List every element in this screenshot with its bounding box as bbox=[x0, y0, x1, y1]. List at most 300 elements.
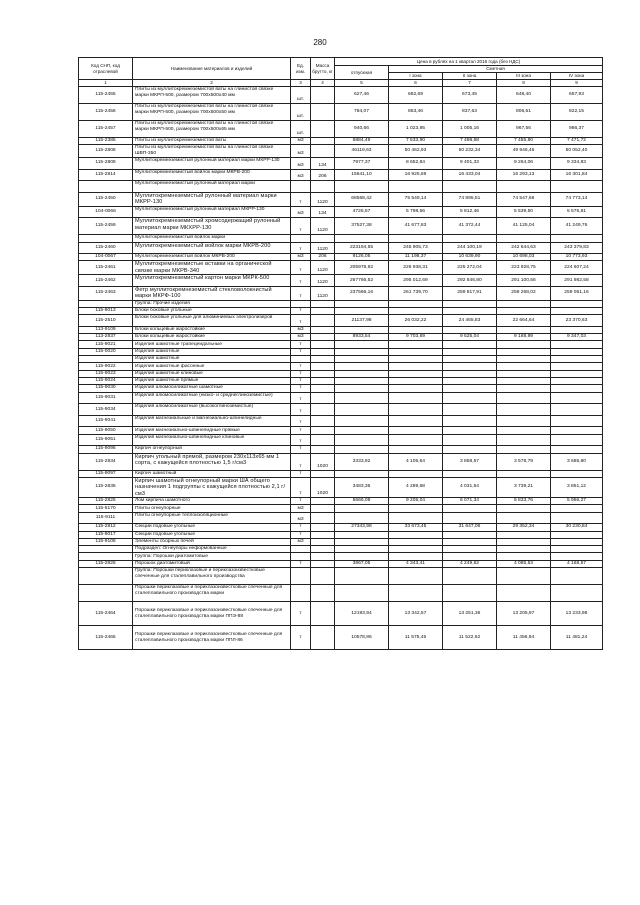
row-code: 115-9024 bbox=[79, 377, 133, 384]
row-code: 115-2814 bbox=[79, 169, 133, 181]
row-price-zone-3 bbox=[497, 553, 551, 560]
row-price-zone-4: 16 301,84 bbox=[551, 169, 603, 181]
row-code: 115-9041 bbox=[79, 415, 133, 427]
row-code: 115-9097 bbox=[79, 470, 133, 477]
row-code: 115-9031 bbox=[79, 392, 133, 404]
row-unit: м3 bbox=[291, 158, 311, 170]
row-mass: 1120 bbox=[311, 242, 335, 254]
row-price-zone-1 bbox=[389, 505, 443, 512]
row-mass bbox=[311, 300, 335, 307]
row-unit: т bbox=[291, 218, 311, 235]
row-price-zone-4: 986,37 bbox=[551, 121, 603, 138]
row-release-price bbox=[335, 348, 389, 355]
row-mass bbox=[311, 404, 335, 416]
row-code: 115-2510 bbox=[79, 315, 133, 327]
row-price-zone-2: 5 812,46 bbox=[443, 206, 497, 218]
row-price-zone-3 bbox=[497, 531, 551, 538]
row-release-price: 3333,92 bbox=[335, 453, 389, 470]
row-price-zone-4: 74 773,14 bbox=[551, 192, 603, 206]
row-price-zone-4: 7 471,72 bbox=[551, 138, 603, 145]
table-row bbox=[79, 585, 603, 602]
row-name: Муллитокремнеземистый войлок марки МКРВ-200 bbox=[133, 242, 291, 254]
row-unit: т bbox=[291, 348, 311, 355]
row-price-zone-4 bbox=[551, 308, 603, 315]
header-code: Код СНП, код отраслевой bbox=[79, 58, 133, 80]
row-price-zone-3 bbox=[497, 181, 551, 193]
row-price-zone-2: 24 465,83 bbox=[443, 315, 497, 327]
row-price-zone-4: 9 334,83 bbox=[551, 158, 603, 170]
row-code: 115-9022 bbox=[79, 363, 133, 370]
header-release-price: отпускная bbox=[335, 66, 389, 80]
row-mass bbox=[311, 434, 335, 446]
row-price-zone-4 bbox=[551, 415, 603, 427]
row-price-zone-4 bbox=[551, 531, 603, 538]
header-estimated-price: Сметная bbox=[389, 66, 603, 73]
row-price-zone-1 bbox=[389, 181, 443, 193]
row-price-zone-2 bbox=[443, 512, 497, 524]
table-row bbox=[79, 553, 603, 560]
row-mass bbox=[311, 385, 335, 392]
row-price-zone-3 bbox=[497, 370, 551, 377]
row-price-zone-4 bbox=[551, 300, 603, 307]
row-name: Муллитокремнеземистый рулонный материал МКРР-130 bbox=[133, 206, 291, 218]
row-name: Фетр муллитокремнеземистый стекловолокнистый марки МКРФ-100 bbox=[133, 286, 291, 300]
row-price-zone-3: 49 946,46 bbox=[497, 145, 551, 158]
row-price-zone-4 bbox=[551, 341, 603, 348]
row-price-zone-3: 806,51 bbox=[497, 104, 551, 121]
row-price-zone-2 bbox=[443, 546, 497, 553]
row-mass: 1120 bbox=[311, 286, 335, 300]
table-row bbox=[79, 158, 603, 170]
row-unit: т bbox=[291, 392, 311, 404]
row-price-zone-1 bbox=[389, 235, 443, 242]
row-code: 115-2835 bbox=[79, 477, 133, 497]
row-release-price: 37527,38 bbox=[335, 218, 389, 235]
row-price-zone-3: 41 125,04 bbox=[497, 218, 551, 235]
row-price-zone-3: 242 644,63 bbox=[497, 242, 551, 254]
row-code: 115-2462 bbox=[79, 275, 133, 287]
row-mass: 1120 bbox=[311, 275, 335, 287]
row-price-zone-4 bbox=[551, 392, 603, 404]
row-price-zone-3 bbox=[497, 546, 551, 553]
row-price-zone-4 bbox=[551, 568, 603, 585]
row-price-zone-3: 16 293,13 bbox=[497, 169, 551, 181]
row-price-zone-3: 10 698,03 bbox=[497, 254, 551, 261]
row-release-price bbox=[335, 434, 389, 446]
row-release-price bbox=[335, 326, 389, 333]
table-row bbox=[79, 538, 603, 545]
row-unit: т bbox=[291, 427, 311, 434]
row-code: 115-2459 bbox=[79, 218, 133, 235]
row-mass bbox=[311, 392, 335, 404]
row-price-zone-2: 13 251,36 bbox=[443, 602, 497, 626]
row-price-zone-2: 3 858,57 bbox=[443, 453, 497, 470]
row-unit: т bbox=[291, 275, 311, 287]
row-code: 115-2465 bbox=[79, 626, 133, 650]
row-price-zone-1: 16 925,69 bbox=[389, 169, 443, 181]
row-price-zone-1 bbox=[389, 546, 443, 553]
row-release-price bbox=[335, 531, 389, 538]
row-price-zone-1 bbox=[389, 553, 443, 560]
row-price-zone-3 bbox=[497, 415, 551, 427]
table-row bbox=[79, 286, 603, 300]
row-price-zone-3 bbox=[497, 377, 551, 384]
row-price-zone-2 bbox=[443, 404, 497, 416]
row-code: 115-2825 bbox=[79, 498, 133, 505]
header-price-group: Цена в рублях на 1 квартал 2016 года (без НДС) bbox=[335, 58, 603, 66]
row-price-zone-3 bbox=[497, 568, 551, 585]
row-price-zone-3: 22 664,64 bbox=[497, 315, 551, 327]
row-mass bbox=[311, 104, 335, 121]
row-price-zone-2: 11 522,62 bbox=[443, 626, 497, 650]
row-name: Кирпич шамотный bbox=[133, 470, 291, 477]
row-price-zone-2 bbox=[443, 470, 497, 477]
row-code: 115-9096 bbox=[79, 446, 133, 453]
row-price-zone-1: 33 673,45 bbox=[389, 524, 443, 531]
row-code bbox=[79, 356, 133, 363]
row-release-price bbox=[335, 356, 389, 363]
row-unit: т bbox=[291, 524, 311, 531]
row-release-price bbox=[335, 181, 389, 193]
row-price-zone-2: 6 071,34 bbox=[443, 498, 497, 505]
row-release-price bbox=[335, 363, 389, 370]
row-price-zone-3: 223 928,75 bbox=[497, 261, 551, 275]
row-price-zone-3 bbox=[497, 341, 551, 348]
row-unit: м3 bbox=[291, 505, 311, 512]
row-code bbox=[79, 235, 133, 242]
row-price-zone-3 bbox=[497, 363, 551, 370]
row-price-zone-4: 822,15 bbox=[551, 104, 603, 121]
row-mass bbox=[311, 121, 335, 138]
table-row bbox=[79, 348, 603, 355]
row-mass bbox=[311, 370, 335, 377]
row-mass bbox=[311, 531, 335, 538]
row-code: 115-9021 bbox=[79, 341, 133, 348]
row-code: 115-9034 bbox=[79, 404, 133, 416]
row-price-zone-4: 50 052,40 bbox=[551, 145, 603, 158]
row-price-zone-4 bbox=[551, 363, 603, 370]
row-price-zone-1: 75 549,14 bbox=[389, 192, 443, 206]
table-row bbox=[79, 531, 603, 538]
row-unit bbox=[291, 553, 311, 560]
row-price-zone-2 bbox=[443, 308, 497, 315]
row-price-zone-2 bbox=[443, 553, 497, 560]
row-mass bbox=[311, 568, 335, 585]
row-price-zone-3 bbox=[497, 470, 551, 477]
row-release-price bbox=[335, 377, 389, 384]
row-code bbox=[79, 568, 133, 585]
table-row bbox=[79, 206, 603, 218]
row-price-zone-2: 74 895,51 bbox=[443, 192, 497, 206]
row-price-zone-4: 30 230,84 bbox=[551, 524, 603, 531]
row-price-zone-2 bbox=[443, 415, 497, 427]
row-mass bbox=[311, 553, 335, 560]
row-price-zone-2 bbox=[443, 585, 497, 602]
table-row bbox=[79, 315, 603, 327]
col-number: 5 bbox=[335, 80, 389, 87]
row-code: 115-2385 bbox=[79, 138, 133, 145]
col-number: 9 bbox=[551, 80, 603, 87]
table-row bbox=[79, 169, 603, 181]
row-price-zone-3 bbox=[497, 434, 551, 446]
row-price-zone-2: 673,45 bbox=[443, 87, 497, 104]
row-price-zone-4 bbox=[551, 512, 603, 524]
row-price-zone-3 bbox=[497, 392, 551, 404]
row-price-zone-1: 7 533,90 bbox=[389, 138, 443, 145]
row-code: 115-2826 bbox=[79, 560, 133, 567]
row-price-zone-1: 295 012,69 bbox=[389, 275, 443, 287]
table-row bbox=[79, 334, 603, 341]
row-unit: м3 bbox=[291, 138, 311, 145]
row-price-zone-1 bbox=[389, 370, 443, 377]
row-name: Изделия шамотные bbox=[133, 348, 291, 355]
row-unit: т bbox=[291, 242, 311, 254]
row-price-zone-3: 11 456,94 bbox=[497, 626, 551, 650]
row-mass bbox=[311, 560, 335, 567]
col-number: 2 bbox=[133, 80, 291, 87]
table-row bbox=[79, 568, 603, 585]
row-mass bbox=[311, 524, 335, 531]
row-price-zone-4: 5 576,81 bbox=[551, 206, 603, 218]
row-unit: т bbox=[291, 477, 311, 497]
row-mass bbox=[311, 334, 335, 341]
row-code: 115-9013 bbox=[79, 308, 133, 315]
row-code: 115-2457 bbox=[79, 121, 133, 138]
row-release-price bbox=[335, 505, 389, 512]
table-row bbox=[79, 145, 603, 158]
row-mass: 1020 bbox=[311, 477, 335, 497]
table-row bbox=[79, 138, 603, 145]
row-release-price bbox=[335, 446, 389, 453]
row-mass bbox=[311, 585, 335, 602]
row-mass: 1120 bbox=[311, 192, 335, 206]
row-price-zone-1 bbox=[389, 308, 443, 315]
row-price-zone-3 bbox=[497, 348, 551, 355]
row-name: Изделия шамотные трапецеидальные bbox=[133, 341, 291, 348]
row-price-zone-4: 9 347,03 bbox=[551, 334, 603, 341]
row-unit: шт. bbox=[291, 104, 311, 121]
row-name: Подраздел: Огнеупоры неформованные bbox=[133, 546, 291, 553]
row-price-zone-2 bbox=[443, 377, 497, 384]
row-mass bbox=[311, 602, 335, 626]
table-row bbox=[79, 326, 603, 333]
row-unit: т bbox=[291, 446, 311, 453]
row-code bbox=[79, 585, 133, 602]
table-row bbox=[79, 242, 603, 254]
table-row bbox=[79, 104, 603, 121]
row-price-zone-2: 225 272,04 bbox=[443, 261, 497, 275]
row-price-zone-4 bbox=[551, 385, 603, 392]
row-price-zone-1: 226 938,31 bbox=[389, 261, 443, 275]
table-row bbox=[79, 370, 603, 377]
row-price-zone-4 bbox=[551, 356, 603, 363]
row-price-zone-2: 9 401,33 bbox=[443, 158, 497, 170]
row-price-zone-3: 74 547,66 bbox=[497, 192, 551, 206]
table-row bbox=[79, 404, 603, 416]
row-name: Изделия алюмосиликатные шамотные bbox=[133, 385, 291, 392]
row-mass: 134 bbox=[311, 206, 335, 218]
row-release-price bbox=[335, 427, 389, 434]
row-price-zone-1: 245 905,73 bbox=[389, 242, 443, 254]
row-price-zone-3 bbox=[497, 356, 551, 363]
row-release-price: 627,46 bbox=[335, 87, 389, 104]
row-price-zone-2 bbox=[443, 434, 497, 446]
row-price-zone-1 bbox=[389, 363, 443, 370]
row-price-zone-2: 9 525,04 bbox=[443, 334, 497, 341]
row-unit: м3 bbox=[291, 254, 311, 261]
table-row bbox=[79, 261, 603, 275]
row-price-zone-2: 31 647,06 bbox=[443, 524, 497, 531]
row-name: Изделия шамотные фасонные bbox=[133, 363, 291, 370]
row-mass bbox=[311, 326, 335, 333]
row-price-zone-1: 4 105,64 bbox=[389, 453, 443, 470]
row-release-price bbox=[335, 385, 389, 392]
row-code: 115-2450 bbox=[79, 192, 133, 206]
row-mass: 1020 bbox=[311, 453, 335, 470]
row-unit: т bbox=[291, 470, 311, 477]
table-row bbox=[79, 218, 603, 235]
table-row bbox=[79, 254, 603, 261]
row-price-zone-3 bbox=[497, 427, 551, 434]
row-price-zone-4 bbox=[551, 585, 603, 602]
row-price-zone-2 bbox=[443, 356, 497, 363]
table-row bbox=[79, 341, 603, 348]
row-unit: т bbox=[291, 415, 311, 427]
row-release-price bbox=[335, 470, 389, 477]
table-row bbox=[79, 505, 603, 512]
row-price-zone-3 bbox=[497, 385, 551, 392]
row-unit: т bbox=[291, 385, 311, 392]
row-release-price: 12193,94 bbox=[335, 602, 389, 626]
row-release-price: 21137,98 bbox=[335, 315, 389, 327]
row-release-price: 4726,57 bbox=[335, 206, 389, 218]
row-price-zone-4: 11 481,24 bbox=[551, 626, 603, 650]
row-code: 113-9109 bbox=[79, 326, 133, 333]
row-price-zone-2: 1 005,16 bbox=[443, 121, 497, 138]
row-price-zone-4: 224 607,24 bbox=[551, 261, 603, 275]
row-release-price bbox=[335, 404, 389, 416]
row-name: Муллитокремнеземистые вставки на органической связке марки МКРВ-340 bbox=[133, 261, 291, 275]
row-name: Изделия шамотные клиновые bbox=[133, 370, 291, 377]
row-unit: шт. bbox=[291, 121, 311, 138]
row-name: Плиты огнеупорные теплоизоляционные bbox=[133, 512, 291, 524]
row-name: Элементы сборных печей bbox=[133, 538, 291, 545]
row-price-zone-1 bbox=[389, 341, 443, 348]
row-release-price: 9126,05 bbox=[335, 254, 389, 261]
row-price-zone-3 bbox=[497, 505, 551, 512]
row-price-zone-2: 4 031,54 bbox=[443, 477, 497, 497]
row-release-price bbox=[335, 568, 389, 585]
row-price-zone-4 bbox=[551, 348, 603, 355]
row-release-price: 223194,55 bbox=[335, 242, 389, 254]
row-price-zone-4: 23 370,63 bbox=[551, 315, 603, 327]
row-mass bbox=[311, 181, 335, 193]
row-unit: м3 bbox=[291, 334, 311, 341]
row-price-zone-2 bbox=[443, 235, 497, 242]
table-row bbox=[79, 415, 603, 427]
row-unit: т bbox=[291, 498, 311, 505]
row-unit bbox=[291, 300, 311, 307]
row-release-price bbox=[335, 585, 389, 602]
row-code: 113-2837 bbox=[79, 334, 133, 341]
row-release-price: 27343,98 bbox=[335, 524, 389, 531]
row-unit bbox=[291, 356, 311, 363]
row-release-price bbox=[335, 512, 389, 524]
row-mass bbox=[311, 538, 335, 545]
row-release-price bbox=[335, 308, 389, 315]
row-mass bbox=[311, 512, 335, 524]
row-price-zone-1 bbox=[389, 568, 443, 585]
table-row bbox=[79, 602, 603, 626]
row-release-price: 6884,49 bbox=[335, 138, 389, 145]
row-unit: м3 bbox=[291, 206, 311, 218]
row-price-zone-1 bbox=[389, 404, 443, 416]
row-name: Муллитокремнеземистый рулонный материал марки МКРР-130 bbox=[133, 158, 291, 170]
row-price-zone-4: 243 379,83 bbox=[551, 242, 603, 254]
row-price-zone-3: 29 352,34 bbox=[497, 524, 551, 531]
row-code: 115-5170 bbox=[79, 505, 133, 512]
table-row bbox=[79, 363, 603, 370]
row-price-zone-3 bbox=[497, 512, 551, 524]
row-mass bbox=[311, 341, 335, 348]
row-name: Изделия алюмосиликатные (низко- и среднеглиноземистые) bbox=[133, 392, 291, 404]
row-price-zone-1: 26 032,22 bbox=[389, 315, 443, 327]
col-number: 6 bbox=[389, 80, 443, 87]
row-unit: т bbox=[291, 308, 311, 315]
table-row bbox=[79, 377, 603, 384]
row-unit: м3 bbox=[291, 169, 311, 181]
row-mass: 206 bbox=[311, 169, 335, 181]
row-code: 115-2834 bbox=[79, 453, 133, 470]
row-price-zone-2: 41 372,44 bbox=[443, 218, 497, 235]
row-unit: т bbox=[291, 315, 311, 327]
table-row bbox=[79, 477, 603, 497]
page-number: 280 bbox=[313, 38, 327, 47]
row-unit: м3 bbox=[291, 326, 311, 333]
row-price-zone-2 bbox=[443, 568, 497, 585]
row-code: 115-9108 bbox=[79, 538, 133, 545]
row-mass bbox=[311, 235, 335, 242]
table-row bbox=[79, 275, 603, 287]
row-price-zone-4: 657,93 bbox=[551, 87, 603, 104]
row-price-zone-4: 41 249,76 bbox=[551, 218, 603, 235]
row-name: Изделия алюмосиликатные (высокоглиноземистые) bbox=[133, 404, 291, 416]
row-price-zone-2: 16 433,04 bbox=[443, 169, 497, 181]
row-name: Муллитокремнеземистый войлок марки bbox=[133, 235, 291, 242]
row-price-zone-2: 244 100,19 bbox=[443, 242, 497, 254]
row-name: Порошки периклазовые и периклазоизвестковые спеченные для сталеплавильного производства марки bbox=[133, 585, 291, 602]
row-price-zone-1 bbox=[389, 512, 443, 524]
row-price-zone-1: 9 205,04 bbox=[389, 498, 443, 505]
row-price-zone-2: 4 249,62 bbox=[443, 560, 497, 567]
row-price-zone-1 bbox=[389, 470, 443, 477]
row-name: Муллитокремнеземистый войлок МКРВ-200 bbox=[133, 254, 291, 261]
row-price-zone-4 bbox=[551, 470, 603, 477]
row-price-zone-4: 3 685,80 bbox=[551, 453, 603, 470]
header-unit: Ед. изм. bbox=[291, 58, 311, 80]
row-price-zone-4 bbox=[551, 404, 603, 416]
row-unit: м3 bbox=[291, 538, 311, 545]
table-row bbox=[79, 434, 603, 446]
table-row bbox=[79, 453, 603, 470]
row-code: 115-0020 bbox=[79, 348, 133, 355]
row-price-zone-2 bbox=[443, 505, 497, 512]
row-name: Муллитокремнеземистый рулонный материал марки bbox=[133, 181, 291, 193]
row-price-zone-2 bbox=[443, 427, 497, 434]
row-price-zone-1: 9 703,69 bbox=[389, 334, 443, 341]
row-price-zone-3: 258 268,02 bbox=[497, 286, 551, 300]
row-price-zone-4 bbox=[551, 553, 603, 560]
